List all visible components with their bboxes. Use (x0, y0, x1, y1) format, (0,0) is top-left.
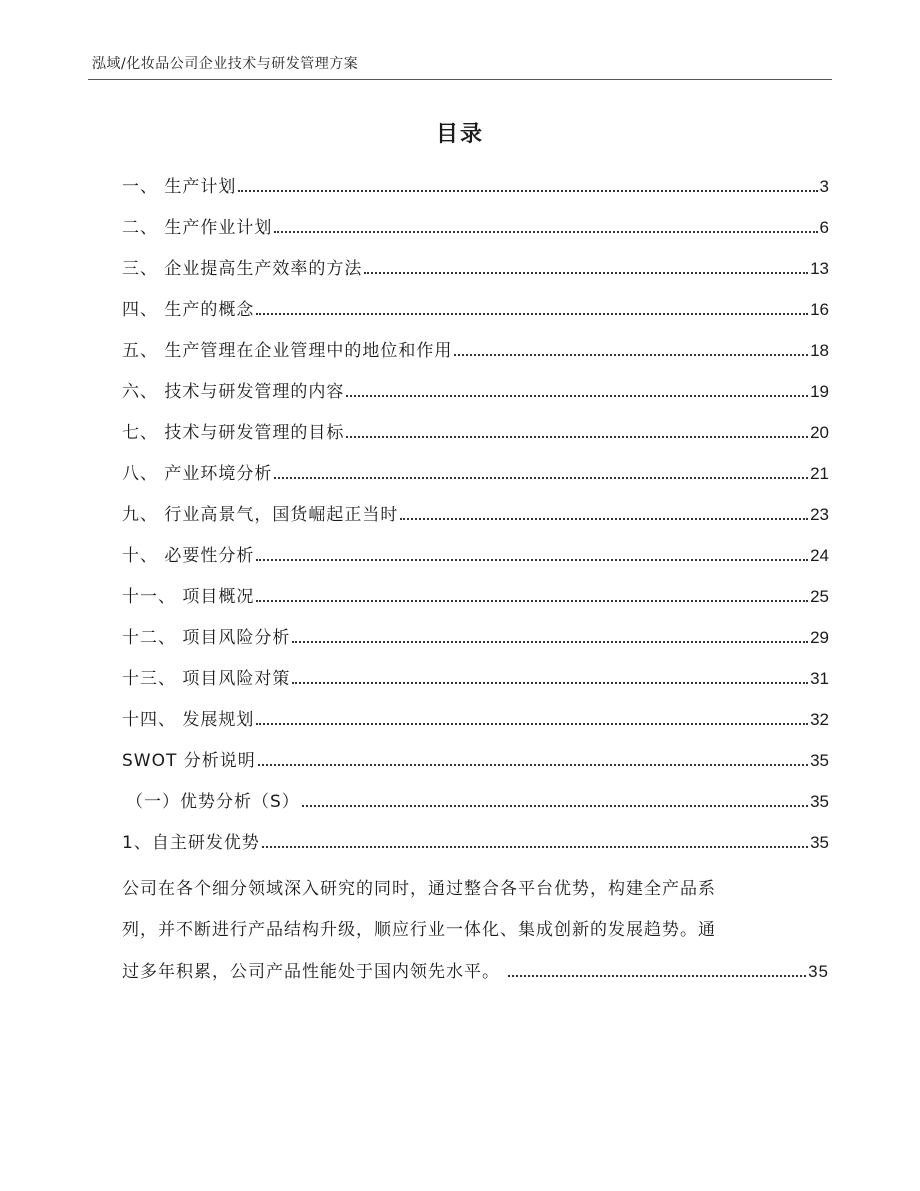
toc-paragraph-entry[interactable] (122, 869, 829, 992)
toc-entry[interactable]: 八、 产业环境分析 21 (122, 464, 829, 484)
toc-entry[interactable]: 五、 生产管理在企业管理中的地位和作用 18 (122, 341, 829, 361)
paragraph-line: 公司在各个细分领域深入研究的同时，通过整合各平台优势，构建全产品系 (122, 879, 716, 899)
toc-entry[interactable]: 六、 技术与研发管理的内容 19 (122, 382, 829, 402)
toc-entry[interactable]: 十三、 项目风险对策 31 (122, 669, 829, 689)
toc-entry[interactable]: 十、 必要性分析 24 (122, 546, 829, 566)
toc-entry[interactable]: 1、自主研发优势 35 (122, 833, 829, 853)
document-header: 泓域/化妆品公司企业技术与研发管理方案 (92, 56, 359, 72)
toc-entry[interactable]: 三、 企业提高生产效率的方法 13 (122, 259, 829, 279)
toc-entry[interactable]: 二、 生产作业计划 6 (122, 218, 829, 238)
toc-entry[interactable]: 十二、 项目风险分析 29 (122, 628, 829, 648)
toc-entry[interactable]: 九、 行业高景气，国货崛起正当时 23 (122, 505, 829, 525)
paragraph-line: 列，并不断进行产品结构升级，顺应行业一体化、集成创新的发展趋势。通 (122, 920, 716, 940)
toc-entry[interactable]: 四、 生产的概念 16 (122, 300, 829, 320)
paragraph-last-line: 过多年积累，公司产品性能处于国内领先水平。 35 (122, 962, 829, 982)
toc-entry[interactable]: SWOT 分析说明 35 (122, 751, 829, 771)
header-divider (88, 79, 832, 80)
toc-entry[interactable]: 一、 生产计划 3 (122, 177, 829, 197)
toc-entry[interactable]: 十一、 项目概况 25 (122, 587, 829, 607)
toc-title: 目录 (435, 122, 484, 147)
toc-entry[interactable]: （一）优势分析（S） 35 (126, 792, 829, 812)
table-of-contents (122, 172, 829, 992)
toc-entry[interactable]: 十四、 发展规划 32 (122, 710, 829, 730)
toc-entry[interactable]: 七、 技术与研发管理的目标 20 (122, 423, 829, 443)
